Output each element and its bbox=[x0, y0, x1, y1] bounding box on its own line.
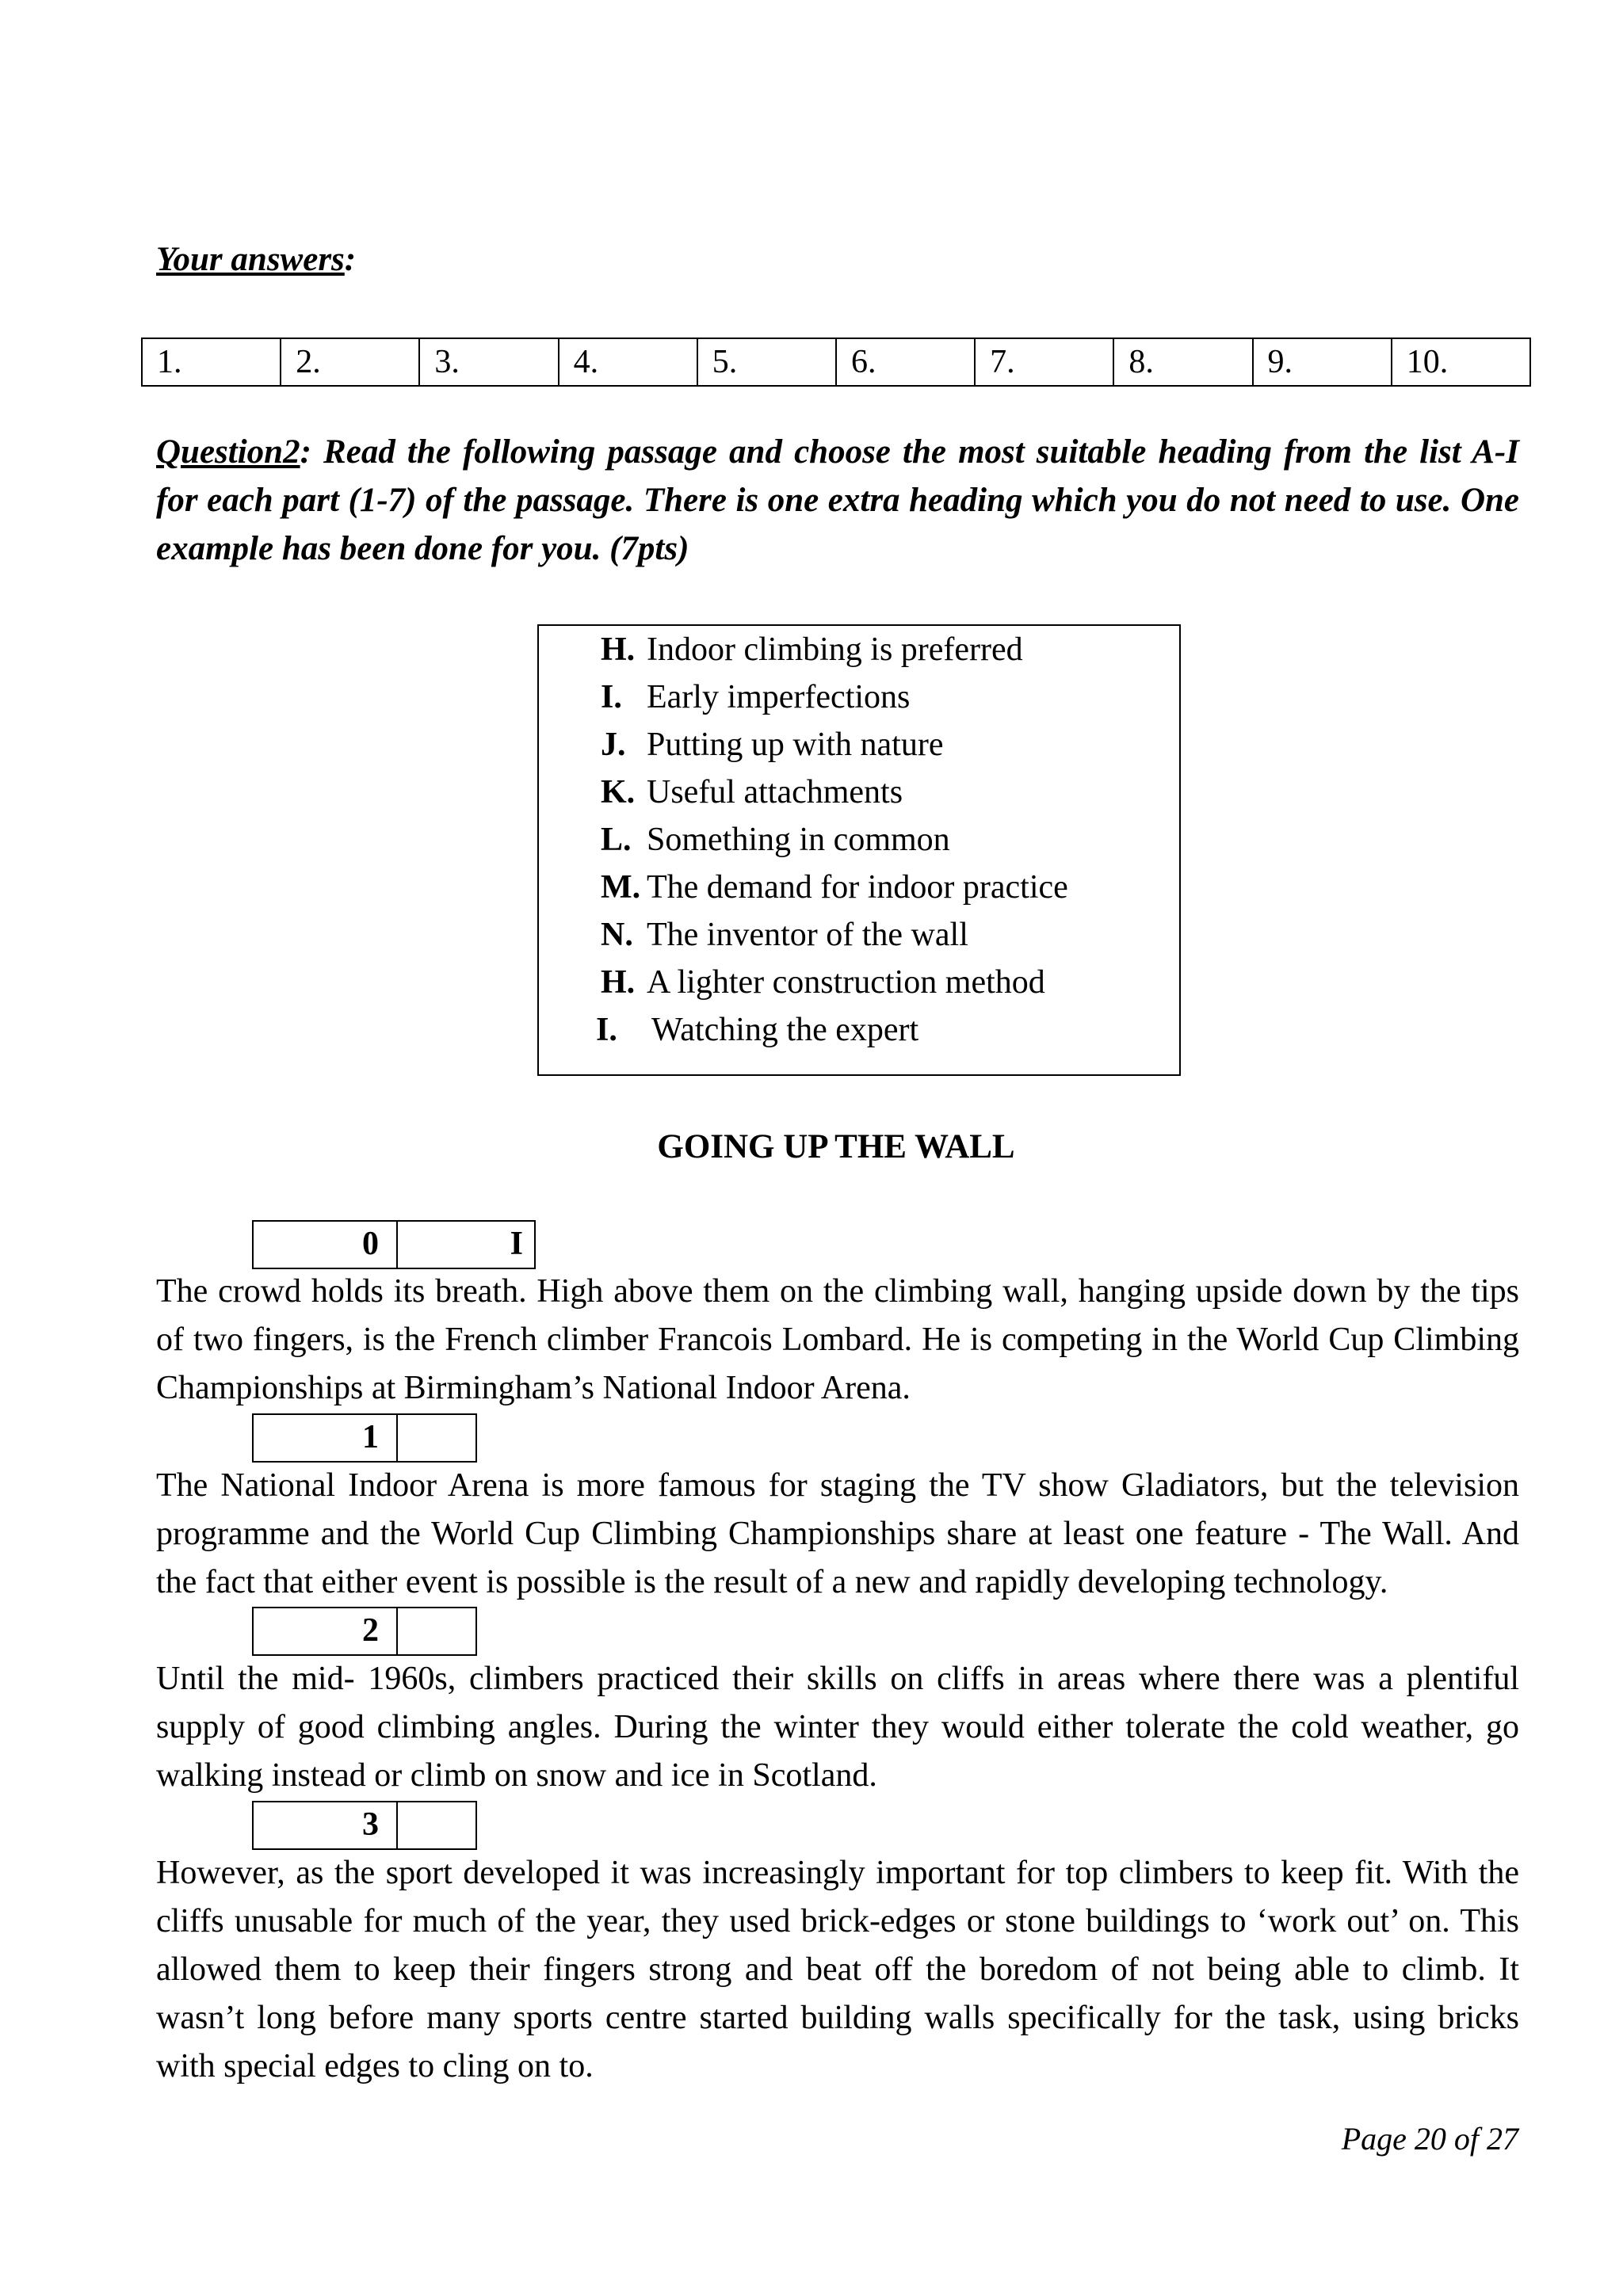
headings-list bbox=[537, 624, 1181, 1076]
part-number-box bbox=[252, 1413, 477, 1463]
part-answer[interactable] bbox=[398, 1608, 475, 1654]
heading-text: Early imperfections bbox=[647, 679, 911, 715]
part-number-box bbox=[252, 1220, 536, 1269]
heading-letter: M. bbox=[601, 869, 641, 906]
passage-title: GOING UP THE WALL bbox=[657, 1128, 1015, 1165]
answer-cell-2[interactable]: 2. bbox=[281, 338, 419, 386]
answer-cell-6[interactable]: 6. bbox=[836, 338, 975, 386]
heading-text: Putting up with nature bbox=[647, 727, 944, 763]
heading-letter: H. bbox=[601, 631, 636, 668]
heading-letter: I. bbox=[601, 679, 622, 715]
part-number: 0 bbox=[254, 1222, 398, 1268]
heading-text: The inventor of the wall bbox=[647, 917, 968, 953]
heading-text: Indoor climbing is preferred bbox=[647, 631, 1023, 668]
heading-letter: J. bbox=[601, 727, 626, 763]
heading-letter: K. bbox=[601, 774, 636, 810]
question-colon: : bbox=[300, 433, 311, 471]
heading-text: Something in common bbox=[647, 822, 950, 858]
heading-letter: H. bbox=[601, 964, 636, 1001]
page-number: Page 20 of 27 bbox=[1341, 2121, 1518, 2157]
question-instruction bbox=[156, 428, 1519, 573]
part-number: 3 bbox=[254, 1802, 398, 1848]
heading-text: The demand for indoor practice bbox=[647, 869, 1068, 906]
heading-letter: N. bbox=[601, 917, 633, 953]
question-text: Read the following passage and choose the most suitable heading from the list A-I for each part (1-7) of the passage. There is one extra heading which you do not need to use. One example has been done for you. (7pts) bbox=[156, 433, 1519, 567]
part-answer[interactable] bbox=[398, 1415, 475, 1461]
answer-grid bbox=[141, 338, 1531, 387]
passage-paragraph: The crowd holds its breath. High above them on the climbing wall, hanging upside down by the tips of two fingers, is the French climber Francois Lombard. He is competing in the World Cup Climbing Championships at Birmingham’s National Indoor Arena. bbox=[156, 1273, 1519, 1406]
part-answer[interactable] bbox=[398, 1802, 475, 1848]
part-number: 1 bbox=[254, 1415, 398, 1461]
your-answers-colon: : bbox=[344, 241, 357, 278]
answer-cell-1[interactable]: 1. bbox=[142, 338, 281, 386]
part-number-box bbox=[252, 1607, 477, 1656]
answer-cell-9[interactable]: 9. bbox=[1253, 338, 1392, 386]
answer-cell-10[interactable]: 10. bbox=[1392, 338, 1530, 386]
passage-paragraph: However, as the sport developed it was increasingly important for top climbers to keep fit. With the cliffs unusable for much of the year, they used brick-edges or stone buildings to ‘work out’ on. This allowed them to keep their fingers strong and beat off the boredom of not being able to climb. It wasn’t long before many sports centre started building walls specifically for the task, using bricks with special edges to cling on to. bbox=[156, 1855, 1519, 2084]
answer-cell-4[interactable]: 4. bbox=[559, 338, 697, 386]
heading-letter: L. bbox=[601, 822, 632, 858]
answer-cell-3[interactable]: 3. bbox=[419, 338, 558, 386]
heading-text: A lighter construction method bbox=[647, 964, 1045, 1001]
question-label: Question2 bbox=[156, 433, 300, 471]
part-number: 2 bbox=[254, 1608, 398, 1654]
part-answer[interactable]: I bbox=[510, 1226, 523, 1262]
your-answers-label bbox=[156, 236, 356, 284]
answer-cell-7[interactable]: 7. bbox=[975, 338, 1113, 386]
answer-cell-5[interactable]: 5. bbox=[697, 338, 836, 386]
heading-letter: I. bbox=[596, 1012, 617, 1048]
heading-text: Useful attachments bbox=[647, 774, 903, 810]
heading-text: Watching the expert bbox=[651, 1012, 919, 1048]
your-answers-text: Your answers bbox=[156, 241, 345, 278]
answer-cell-8[interactable]: 8. bbox=[1113, 338, 1252, 386]
answer-grid-row bbox=[142, 338, 1530, 386]
passage-paragraph: The National Indoor Arena is more famous for staging the TV show Gladiators, but the television programme and the World Cup Climbing Championships share at least one feature - The Wall. And the fact that either event is possible is the result of a new and rapidly developing technology. bbox=[156, 1467, 1519, 1600]
part-number-box bbox=[252, 1801, 477, 1850]
passage-paragraph: Until the mid- 1960s, climbers practiced their skills on cliffs in areas where there was a plentiful supply of good climbing angles. During the winter they would either tolerate the cold weather, go walking instead or climb on snow and ice in Scotland. bbox=[156, 1661, 1519, 1794]
